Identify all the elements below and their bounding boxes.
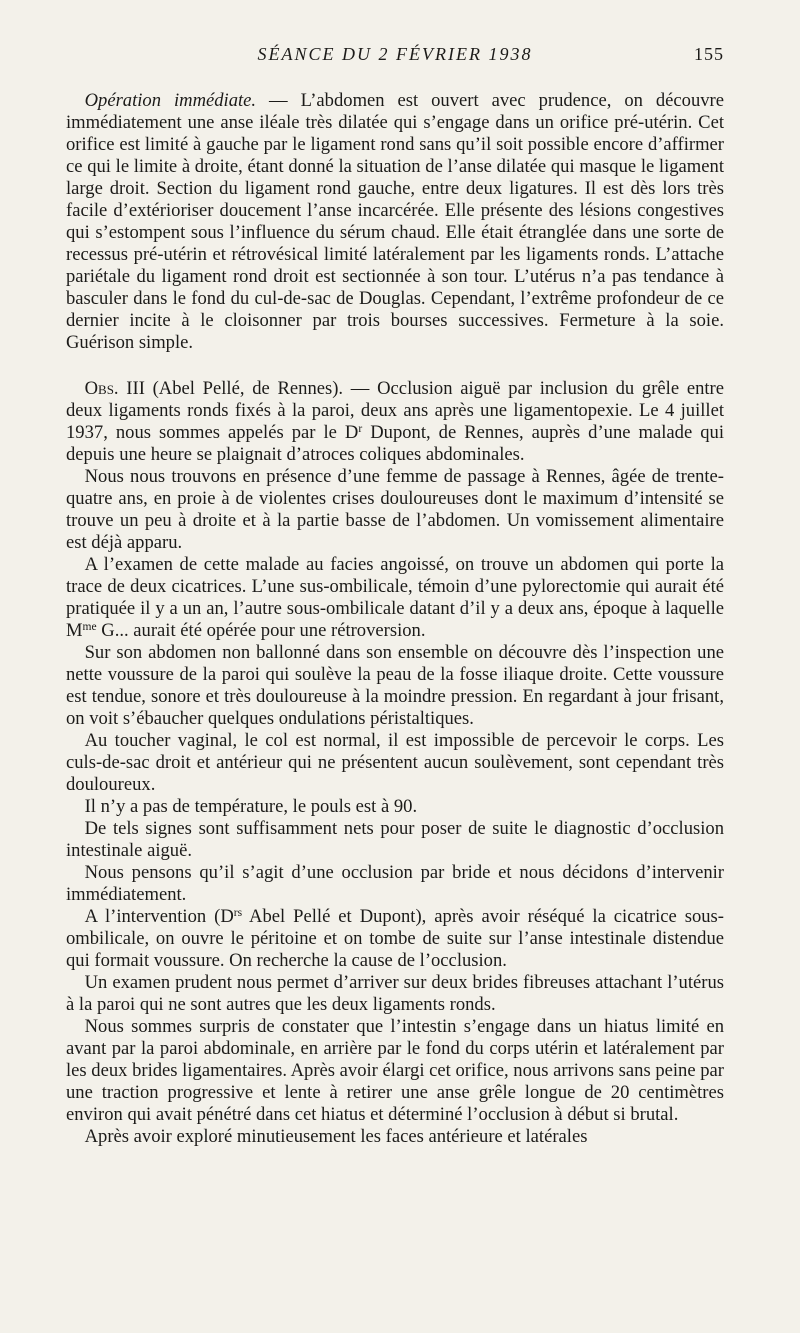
superscript: me	[82, 621, 97, 634]
paragraph: Nous sommes surpris de constater que l’intestin s’engage dans un hiatus limité en avant par la paroi abdominale, en arrière par le fond du corps utérin et latéralement par les deux brides ligamentaires. Après avoir élargi cet orifice, nous arrivons sans peine par une traction progressive et lente à retirer une anse grêle longue de 20 centimètres environ qui avait pénétré dans cet hiatus et déterminé l’occlusion à début si brutal.	[66, 1016, 724, 1125]
running-header	[66, 44, 724, 74]
paragraph: Sur son abdomen non ballonné dans son ensemble on découvre dès l’inspection une nette voussure de la paroi qui soulève la peau de la fosse iliaque droite. Cette voussure est tendue, sonore et très douloureuse à la moindre pression. En regardant à jour frisant, on voit s’ébaucher quelques ondulations péristaltiques.	[66, 642, 724, 729]
superscript: rs	[233, 907, 243, 920]
section-lead-italic: Opération immédiate.	[84, 90, 257, 111]
paragraph: Nous nous trouvons en présence d’une femme de passage à Rennes, âgée de trente-quatre ans, en proie à de violentes crises douloureuses dont le maximum d’intensité se trouve un peu à droite et à la partie basse de l’abdomen. Un vomissement alimentaire est déjà apparu.	[66, 466, 724, 553]
paragraph-examen	[66, 554, 724, 642]
article-body	[66, 90, 724, 1148]
paragraph: Nous pensons qu’il s’agit d’une occlusion par bride et nous décidons d’intervenir immédiatement.	[66, 862, 724, 905]
paragraph: De tels signes sont suffisamment nets pour poser de suite le diagnostic d’occlusion intestinale aiguë.	[66, 818, 724, 861]
paragraph: Il n’y a pas de température, le pouls est à 90.	[84, 796, 418, 817]
obs-label: Obs.	[84, 378, 119, 399]
paragraph-text-part: Dupont, de Rennes, auprès d’une malade qui depuis une heure se plaignait d’atroces coliques abdominales.	[66, 422, 724, 465]
paragraph-text: — L’abdomen est ouvert avec prudence, on découvre immédiatement une anse iléale très dilatée qui s’engage dans un orifice pré-utérin. Cet orifice est limité à gauche par le ligament rond sans qu’il soit possible encore d’affirmer ce qui le limite à droite, étant donné la situation de l’anse dilatée qui masque le ligament large droit. Section du ligament rond gauche, entre deux ligatures. Il est dès lors très facile d’extérioriser doucement l’anse incarcérée. Elle présente des lésions congestives qui s’estompent sous l’influence du sérum chaud. Elle était étranglée dans une sorte de recessus pré-utérin et rétrovésical limité latéralement par les ligaments ronds. L’attache pariétale du ligament rond droit est sectionnée à son tour. L’utérus n’a pas tendance à basculer dans le fond du cul-de-sac de Douglas. Cependant, l’extrême profondeur de ce dernier incite à le cloisonner par trois bourses successives. Fermeture à la soie. Guérison simple.	[66, 90, 725, 353]
paragraph-text-part: A l’intervention (D	[84, 906, 234, 927]
paragraph-operation-immediate	[66, 90, 724, 354]
paragraph-observation-iii	[66, 378, 724, 466]
paragraph-gap	[66, 354, 724, 378]
running-title: SÉANCE DU 2 FÉVRIER 1938	[257, 44, 533, 64]
page-number: 155	[694, 44, 724, 64]
paragraph-text-part: G... aurait été opérée pour une rétroversion.	[96, 620, 426, 641]
paragraph-text-part: A l’examen de cette malade au facies angoissé, on trouve un abdomen qui porte la trace de deux cicatrices. L’une sus-ombilicale, témoin d’une pylorectomie qui aurait été pratiquée il y a un an, l’autre sous-ombilicale datant d’il y a deux ans, époque à laquelle M	[66, 554, 724, 641]
paragraph: Un examen prudent nous permet d’arriver sur deux brides fibreuses attachant l’utérus à la paroi qui ne sont autres que les deux ligaments ronds.	[66, 972, 724, 1015]
paragraph-text-part: III (Abel Pellé, de Rennes). — Occlusion aiguë par inclusion du grêle entre deux ligaments ronds fixés à la paroi, deux ans après une ligamentopexie. Le 4 juillet 1937, nous sommes appelés par le D	[66, 378, 724, 443]
paragraph: Au toucher vaginal, le col est normal, il est impossible de percevoir le corps. Les culs-de-sac droit et antérieur qui ne présentent aucun soulèvement, sont cependant très douloureux.	[66, 730, 724, 795]
paragraph-text-part: Abel Pellé et Dupont), après avoir réséqué la cicatrice sous-ombilicale, on ouvre le péritoine et on tombe de suite sur l’anse intestinale distendue qui formait voussure. On recherche la cause de l’occlusion.	[66, 906, 724, 971]
paragraph: Après avoir exploré minutieusement les faces antérieure et latérales	[84, 1126, 588, 1147]
paragraph-intervention	[66, 906, 724, 972]
superscript: r	[358, 423, 363, 436]
